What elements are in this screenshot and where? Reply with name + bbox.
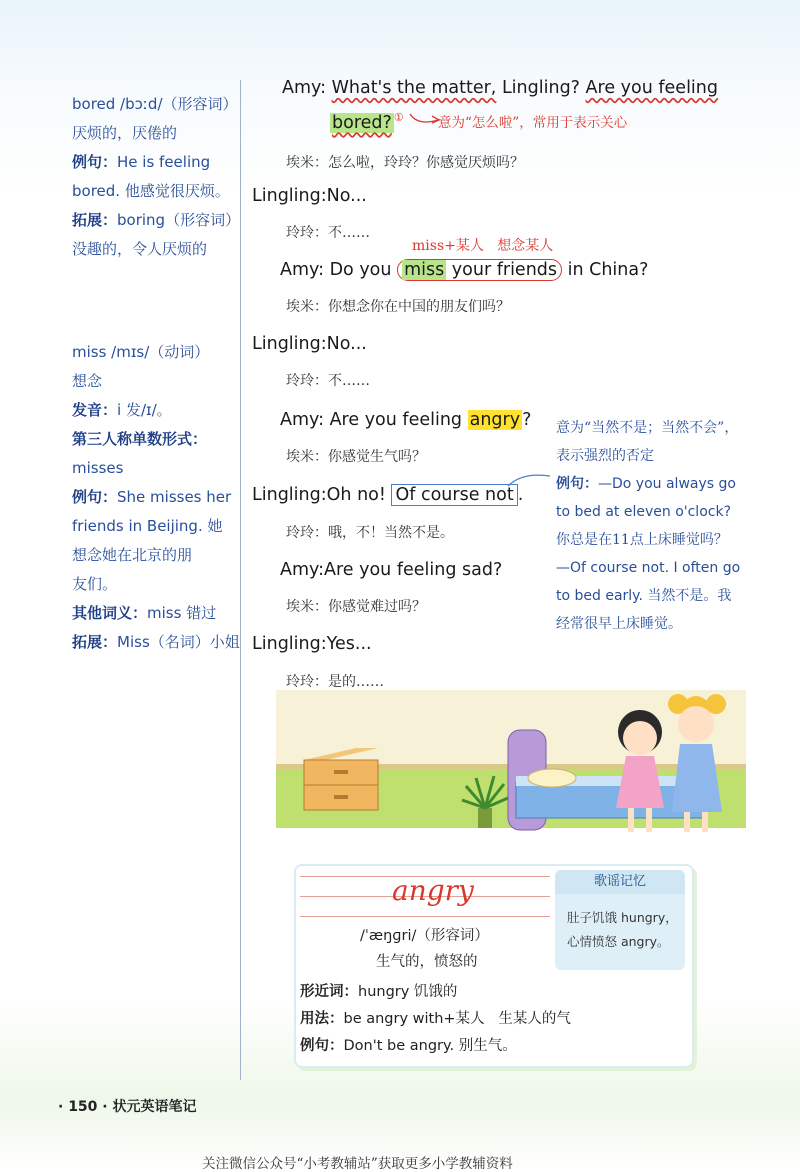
bored-example: 例句：He is feeling [72,153,211,171]
column-divider [240,80,241,1080]
dialogue-line-8: Lingling:Yes... [252,634,372,654]
dialogue-line-7: Amy:Are you feeling sad? [280,560,503,580]
miss-extension: 拓展：Miss（名词）小姐 [72,633,240,651]
miss-usage-note: miss+某人 想念某人 [412,238,554,254]
of-course-not-note: 意为“当然不是；当然不会”， 表示强烈的否定 例句：—Do you always go to bed at eleven o'clock? 你总是在11点上床睡觉吗？ —Of course not. I often go to bed early. 当然不是。我 经常很早上床睡觉。 [556,420,741,632]
dialogue-line-1: Amy: What's the matter, Lingling? Are you feeling [282,78,718,98]
bored-example-2: bored. 他感觉很厌烦。 [72,182,230,200]
miss-example-4: 友们。 [72,575,118,593]
vocab-example: 例句：Don't be angry. 别生气。 [300,1038,517,1054]
dialogue-line-4-zh: 玲玲：不…… [286,373,370,389]
dialogue-line-5: Amy: Are you feeling angry ? [280,410,532,430]
book-title: 状元英语笔记 [112,1099,197,1115]
dialogue-line-1-zh: 埃米：怎么啦，玲玲？你感觉厌烦吗？ [286,155,524,171]
miss-pronunciation: 发音：i 发/ɪ/。 [72,401,172,419]
bored-extension: 拓展：boring（形容词） [72,211,241,229]
miss-example-2: friends in Beijing. 她 [72,517,223,535]
miss-third-person: 第三人称单数形式： [72,430,208,448]
vocab-word: angry [392,874,474,907]
miss-entry: miss /mɪs/（动词） [72,343,210,361]
miss-example: 例句：She misses her [72,488,232,506]
dialogue-line-7-zh: 埃米：你感觉难过吗？ [286,599,426,615]
page-footer [58,1096,196,1116]
vocab-phonetic: /ˈæŋɡri/（形容词） [360,928,489,944]
vocab-similar: 形近词：hungry 饥饿的 [300,984,458,1000]
bored-meaning: 厌烦的，厌倦的 [72,124,178,142]
note-arrow-2 [500,470,560,490]
dialogue-line-3: Amy: Do you miss your friends in China? [280,260,649,280]
page-number: · 150 · [58,1099,108,1115]
song-memo-body: 肚子饥饿 hungry， 心情愤怒 angry。 [567,910,678,949]
bored-entry: bored /bɔːd/（形容词） [72,95,238,113]
bedroom-illustration [276,690,746,842]
dialogue-line-6-zh: 玲玲：哦，不！当然不是。 [286,525,454,541]
sidebar-bored [72,90,240,264]
dialogue-line-5-zh: 埃米：你感觉生气吗？ [286,449,426,465]
bored-extension-2: 没趣的，令人厌烦的 [72,240,208,258]
miss-meaning: 想念 [72,372,103,390]
song-memo-title: 歌谣记忆 [555,870,685,894]
dialogue-line-6: Lingling:Oh no! Of course not . [252,485,524,505]
vocab-usage: 用法：be angry with+某人 生某人的气 [300,1011,571,1027]
watermark-text: 关注微信公众号“小考教辅站”获取更多小学教辅资料 [202,1156,513,1172]
song-memo-box [555,870,685,970]
dialogue-line-1b: bored? ① [332,111,404,133]
miss-example-3: 想念她在北京的朋 [72,546,193,564]
dialogue-line-4: Lingling:No... [252,334,367,354]
miss-third-person-form: misses [72,459,124,477]
whats-the-matter-note: 意为“怎么啦”，常用于表示关心 [438,115,628,131]
dialogue-line-2: Lingling:No... [252,186,367,206]
dialogue-line-2-zh: 玲玲：不…… [286,225,370,241]
dialogue-line-8-zh: 玲玲：是的…… [286,674,384,690]
dialogue-line-3-zh: 埃米：你想念你在中国的朋友们吗？ [286,299,510,315]
miss-other-meaning: 其他词义：miss 错过 [72,604,217,622]
vocab-meaning: 生气的，愤怒的 [376,954,478,970]
sidebar-miss [72,338,240,657]
